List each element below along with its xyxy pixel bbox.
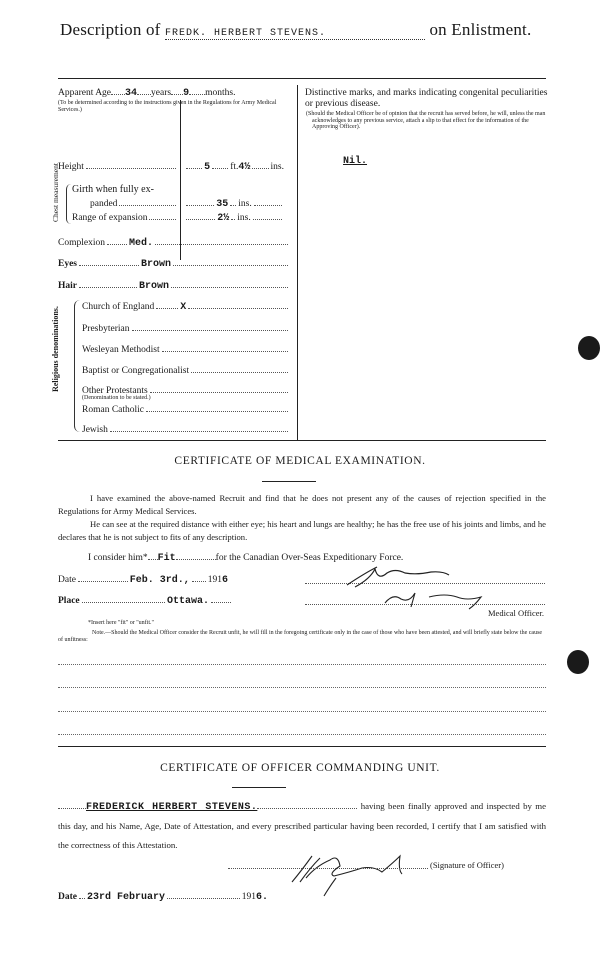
medical-officer-signature <box>345 563 495 613</box>
girth-label-1: Girth when fully ex- <box>72 184 154 195</box>
eyes-value: Brown <box>141 259 172 270</box>
religion-row-methodist <box>82 343 290 355</box>
religion-label: Church of England <box>82 302 155 312</box>
description-bottom-rule <box>58 440 546 441</box>
title-prefix: Description of <box>60 20 161 39</box>
medical-place-value: Ottawa. <box>166 596 209 607</box>
medical-year-suffix: 6 <box>221 575 228 586</box>
distinctive-marks-note: (Should the Medical Officer be of opinion that the recruit has served before, he will, unless the man acknowledges to any previous service, attach a slip to that effect for the information of the Approving Officer). <box>306 111 546 130</box>
range-value: 2½ <box>217 213 230 224</box>
apparent-age-row <box>58 88 290 99</box>
religion-label: Baptist or Congregationalist <box>82 366 190 376</box>
ft-label: ft. <box>230 162 239 172</box>
unfitness-line-1 <box>58 664 546 665</box>
officer-recruit-name: FREDERICK HERBERT STEVENS. <box>86 802 258 813</box>
religion-row-presbyterian <box>82 322 290 334</box>
years-label: years <box>151 88 172 98</box>
religion-label: Other Protestants <box>82 386 148 396</box>
religion-label: Presbyterian <box>82 324 130 334</box>
medical-officer-caption: Medical Officer. <box>488 608 545 618</box>
range-label-row <box>72 211 178 223</box>
fitness-value: Fit <box>157 553 176 564</box>
chest-measurement-label: Chest measurement <box>51 163 60 222</box>
girth-value: 35 <box>216 199 229 210</box>
unfitness-note: Note.—Should the Medical Officer consider the Recruit unfit, he will fill in the foregoing certificate only in the case of those who have been attested, and will briefly state below the cause of unfitness: <box>58 630 543 643</box>
eyes-label: Eyes <box>58 259 77 269</box>
age-years-value: 34 <box>125 88 138 99</box>
age-months-value: 9 <box>183 88 190 99</box>
complexion-label: Complexion <box>58 238 105 248</box>
other-protestants-note: (Denomination to be stated.) <box>82 395 151 401</box>
officer-date-row <box>58 890 268 903</box>
height-label-row <box>58 160 178 172</box>
girth-value-row <box>184 197 284 210</box>
girth-ins-label: ins. <box>238 199 252 209</box>
religion-row-baptist <box>82 364 290 376</box>
officer-heading-rule <box>232 787 286 788</box>
title-rule <box>58 78 546 79</box>
medical-paragraph-1: I have examined the above-named Recruit and find that he does not present any of the causes of rejection specified in the Regulations for Army Medical Services. <box>58 493 546 516</box>
unfitness-line-2 <box>58 687 546 688</box>
months-label: months. <box>205 88 236 98</box>
officer-paragraph-text: having been finally approved and inspected by me this day, and his Name, Age, Date of Attestation, and every prescribed particular having been recorded, I certify that I am satisfied with the correctness of this Attestation. <box>58 801 546 850</box>
complexion-row <box>58 236 290 249</box>
girth-label-2: panded <box>90 199 118 209</box>
girth-label-row <box>90 197 178 209</box>
distinctive-marks-value: Nil. <box>343 156 368 167</box>
punch-hole-bottom <box>567 650 589 674</box>
apparent-age-label: Apparent Age <box>58 88 112 98</box>
religion-label: Wesleyan Methodist <box>82 345 160 355</box>
height-in-value: 4½ <box>238 162 251 173</box>
officer-certificate-heading: CERTIFICATE OF OFFICER COMMANDING UNIT. <box>160 762 440 774</box>
medical-heading-rule <box>262 481 316 482</box>
religion-label: Jewish <box>82 425 108 435</box>
fit-unfit-footnote: *Insert here "fit" or "unfit." <box>88 620 154 626</box>
officer-year-suffix: 6. <box>255 892 268 903</box>
page-title <box>60 20 531 40</box>
punch-hole-top <box>578 336 600 360</box>
officer-date-value: 23rd February <box>87 892 166 903</box>
ins-label: ins. <box>270 162 285 172</box>
complexion-value: Med. <box>128 238 153 249</box>
medical-paragraph-2: He can see at the required distance with either eye; his heart and lungs are healthy; he has the free use of his joints and limbs, and he declares that he is not subject to fits of any description. <box>58 519 546 542</box>
eyes-row <box>58 257 290 270</box>
officer-signature-line <box>228 868 428 869</box>
medical-date-label: Date <box>58 575 76 585</box>
medical-place-row <box>58 594 233 607</box>
officer-paragraph <box>58 797 546 855</box>
medical-year-prefix: 191 <box>207 575 222 585</box>
religion-mark: X <box>180 302 187 313</box>
religion-brace <box>74 300 80 432</box>
age-note: (To be determined according to the instructions given in the Regulations for Army Medical Services.) <box>58 100 277 113</box>
religion-label: Roman Catholic <box>82 405 145 415</box>
medical-date-value: Feb. 3rd., <box>129 575 190 586</box>
range-value-row <box>184 211 284 224</box>
range-ins-label: ins. <box>237 213 251 223</box>
unfitness-line-4 <box>58 734 546 735</box>
consider-prefix: I consider him* <box>88 553 148 563</box>
hair-row <box>58 279 290 292</box>
range-label: Range of expansion <box>72 213 148 223</box>
height-value-row <box>184 160 284 173</box>
medical-place-label: Place <box>58 596 80 606</box>
chest-brace <box>66 184 71 224</box>
medical-date-row <box>58 573 228 586</box>
height-label: Height <box>58 162 84 172</box>
distinctive-marks-heading: Distinctive marks, and marks indicating congenital peculiarities or previous disease. <box>305 88 548 109</box>
officer-signature-caption: (Signature of Officer) <box>430 860 504 870</box>
medical-bottom-rule <box>58 746 546 747</box>
religion-row-roman-catholic <box>82 403 290 415</box>
medical-certificate-heading: CERTIFICATE OF MEDICAL EXAMINATION. <box>174 455 426 467</box>
officer-year-prefix: 191 <box>241 892 256 902</box>
religion-row-church-of-england <box>82 300 290 313</box>
officer-date-label: Date <box>58 892 77 902</box>
height-ft-value: 5 <box>204 162 211 173</box>
recruit-name-field: FREDK. HERBERT STEVENS. <box>165 28 425 40</box>
hair-value: Brown <box>139 281 170 292</box>
consider-suffix: for the Canadian Over-Seas Expeditionary Force. <box>215 553 404 563</box>
commanding-officer-signature <box>290 848 420 898</box>
column-divider <box>297 85 298 440</box>
hair-label: Hair <box>58 281 77 291</box>
religion-row-jewish <box>82 423 290 435</box>
title-suffix: on Enlistment. <box>429 20 532 39</box>
religious-denominations-label: Religious denominations. <box>51 306 60 392</box>
unfitness-line-3 <box>58 711 546 712</box>
